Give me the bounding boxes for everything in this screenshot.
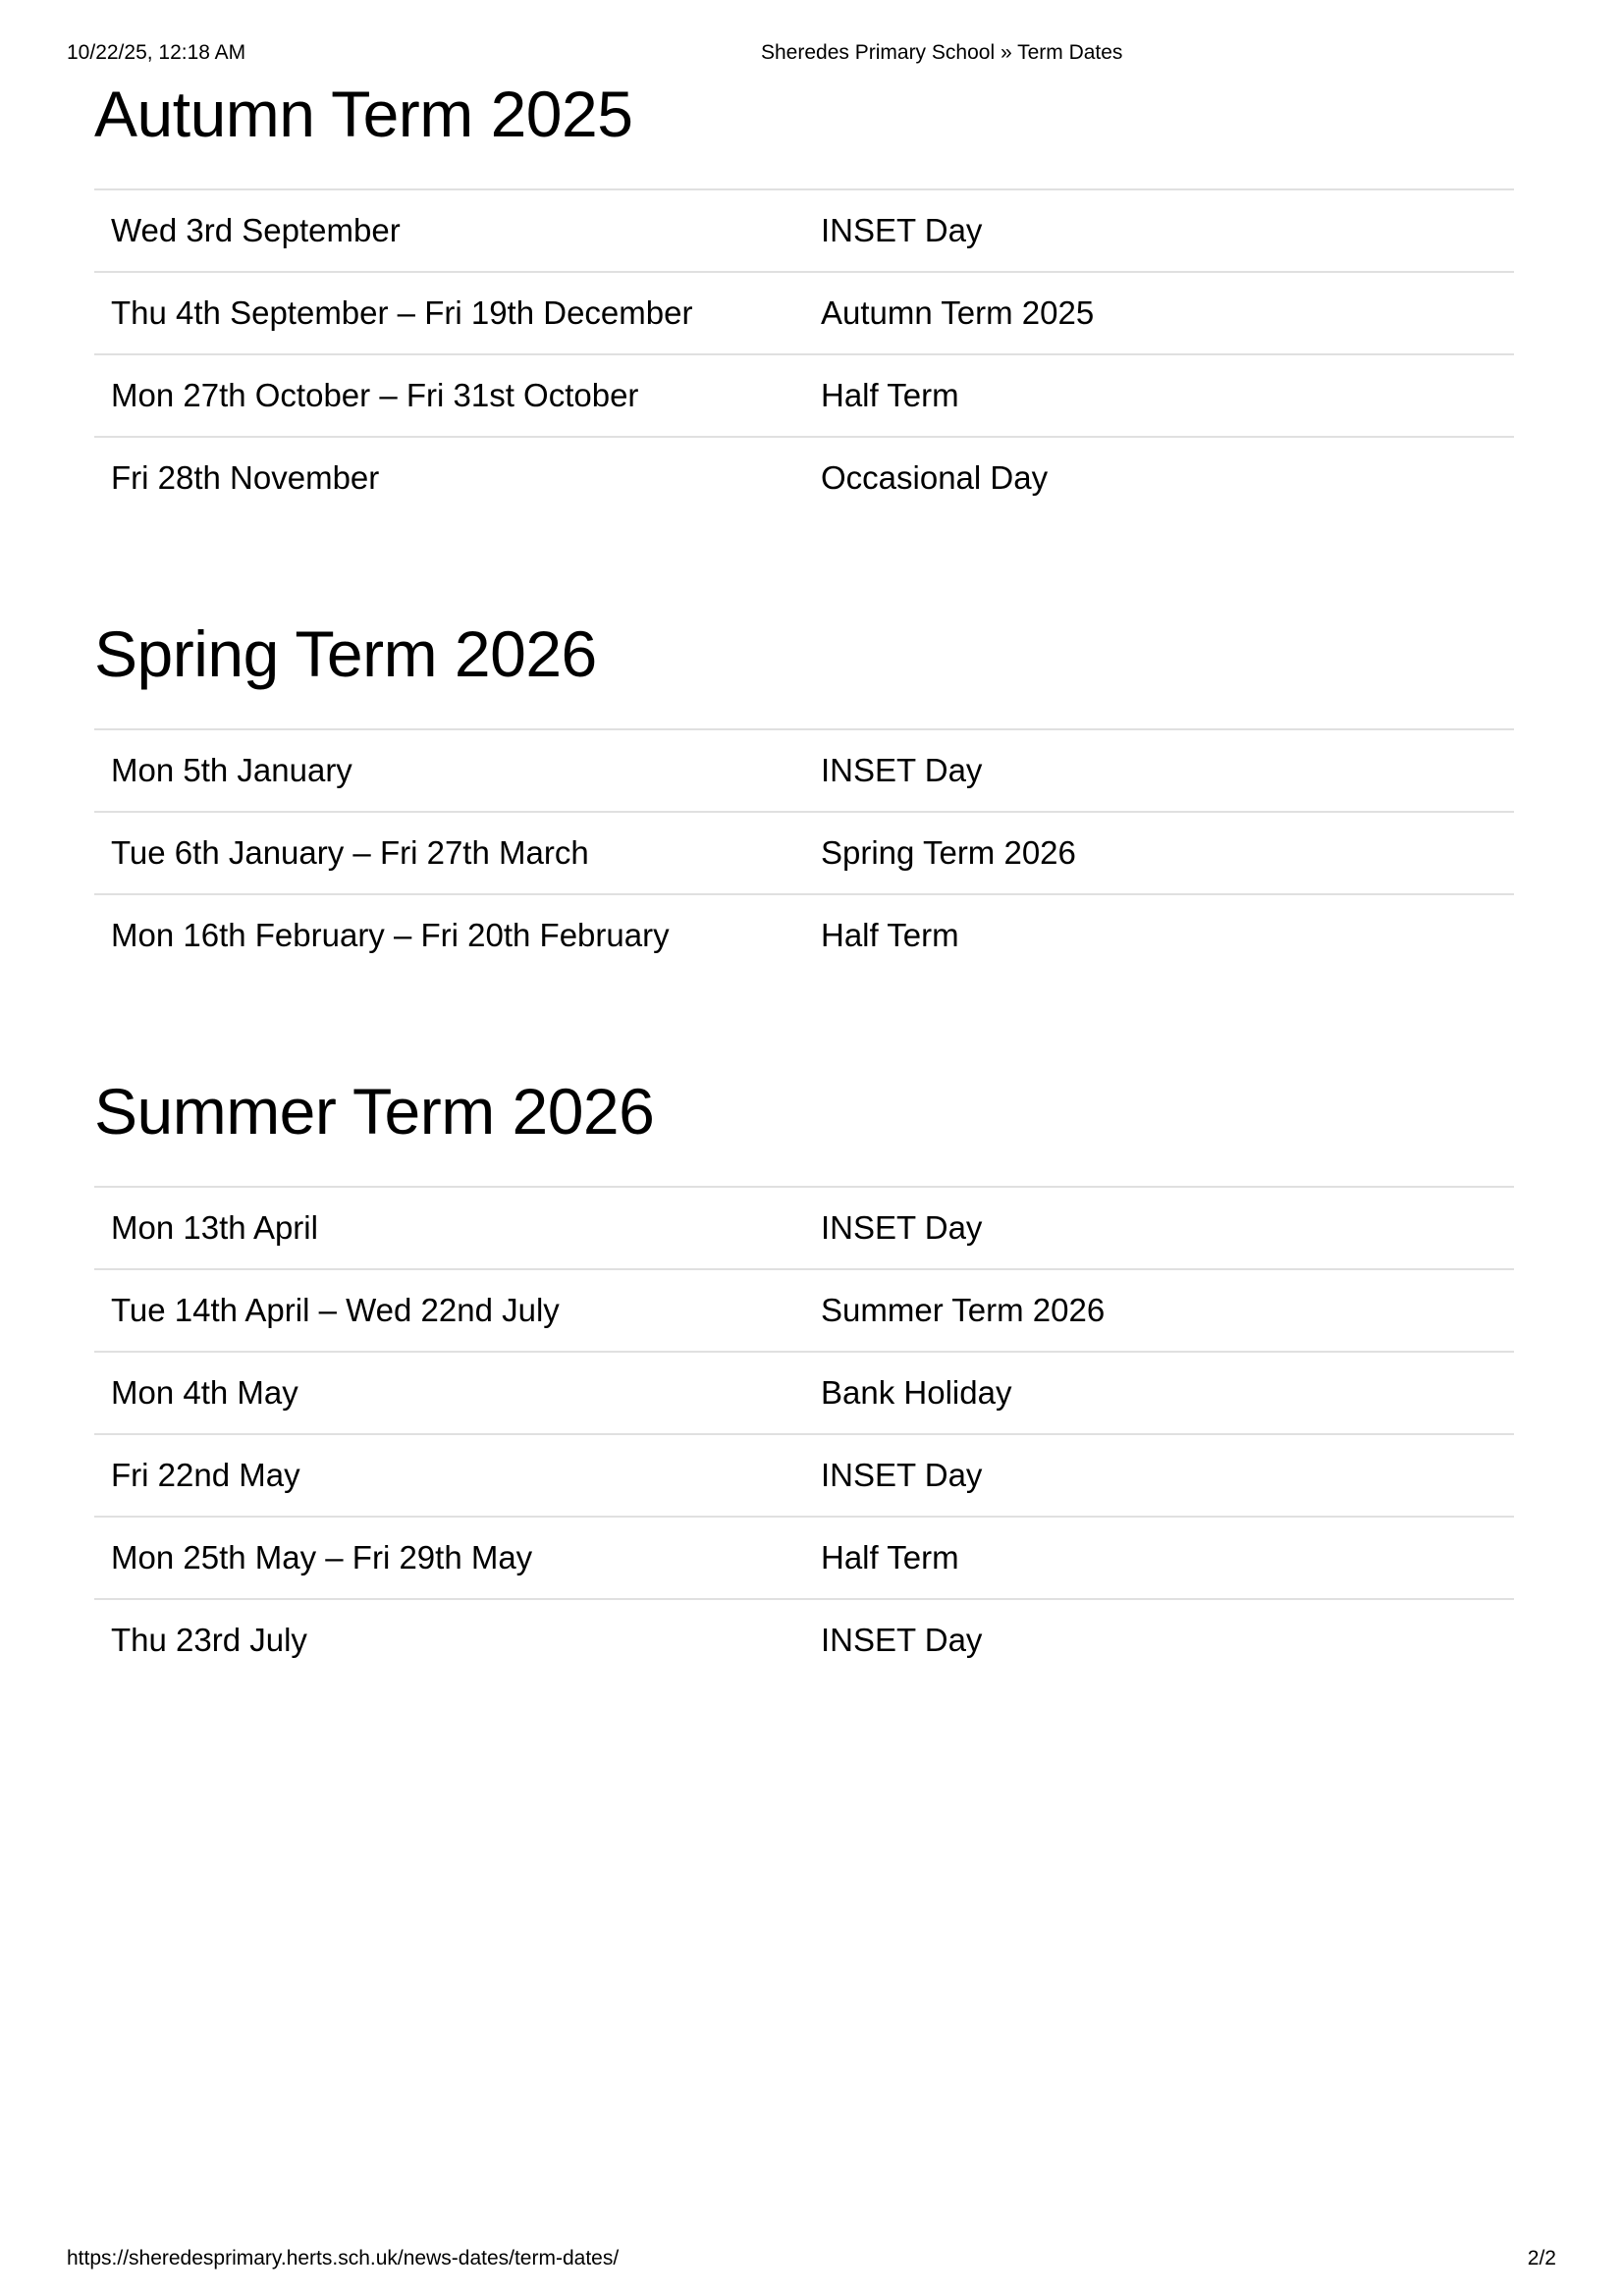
event-cell: Occasional Day	[821, 459, 1049, 496]
table-row	[94, 272, 1514, 354]
table-row	[94, 1434, 1514, 1517]
date-cell: Wed 3rd September	[111, 212, 401, 248]
date-cell: Mon 4th May	[111, 1374, 298, 1411]
print-datetime: 10/22/25, 12:18 AM	[67, 41, 246, 64]
date-cell: Mon 16th February – Fri 20th February	[111, 917, 670, 953]
print-page-title: Sheredes Primary School » Term Dates	[761, 41, 1123, 64]
event-cell: INSET Day	[821, 752, 983, 788]
event-cell: Summer Term 2026	[821, 1292, 1106, 1328]
table-row	[94, 1517, 1514, 1599]
table-row	[94, 894, 1514, 976]
table-row	[94, 354, 1514, 437]
table-row	[94, 437, 1514, 518]
table-row	[94, 189, 1514, 272]
event-cell: Half Term	[821, 377, 959, 413]
date-cell: Fri 22nd May	[111, 1457, 300, 1493]
term-heading: Summer Term 2026	[94, 1075, 655, 1148]
event-cell: INSET Day	[821, 1622, 983, 1658]
summer-term-section	[94, 1068, 1514, 1681]
date-cell: Fri 28th November	[111, 459, 380, 496]
table-row	[94, 1187, 1514, 1269]
term-dates-table	[94, 728, 1514, 976]
event-cell: Half Term	[821, 1539, 959, 1575]
term-dates-table	[94, 1186, 1514, 1681]
date-cell: Mon 25th May – Fri 29th May	[111, 1539, 533, 1575]
page-number: 2/2	[1527, 2247, 1556, 2269]
date-cell: Mon 13th April	[111, 1209, 318, 1246]
event-cell: Spring Term 2026	[821, 834, 1076, 871]
event-cell: INSET Day	[821, 212, 983, 248]
event-cell: Autumn Term 2025	[821, 294, 1095, 331]
table-row	[94, 812, 1514, 894]
date-cell: Tue 6th January – Fri 27th March	[111, 834, 589, 871]
date-cell: Thu 23rd July	[111, 1622, 307, 1658]
event-cell: INSET Day	[821, 1457, 983, 1493]
date-cell: Thu 4th September – Fri 19th December	[111, 294, 693, 331]
term-heading: Autumn Term 2025	[94, 78, 633, 150]
event-cell: Bank Holiday	[821, 1374, 1012, 1411]
date-cell: Mon 5th January	[111, 752, 352, 788]
event-cell: INSET Day	[821, 1209, 983, 1246]
table-row	[94, 1599, 1514, 1681]
table-row	[94, 1269, 1514, 1352]
page-url: https://sheredesprimary.herts.sch.uk/news-dates/term-dates/	[67, 2247, 620, 2269]
table-row	[94, 729, 1514, 812]
event-cell: Half Term	[821, 917, 959, 953]
autumn-term-section	[94, 71, 1514, 518]
spring-term-section	[94, 611, 1514, 976]
print-header	[67, 41, 1556, 69]
term-dates-content	[94, 71, 1514, 1773]
date-cell: Tue 14th April – Wed 22nd July	[111, 1292, 560, 1328]
term-heading: Spring Term 2026	[94, 617, 597, 690]
table-row	[94, 1352, 1514, 1434]
date-cell: Mon 27th October – Fri 31st October	[111, 377, 639, 413]
term-dates-table	[94, 188, 1514, 518]
